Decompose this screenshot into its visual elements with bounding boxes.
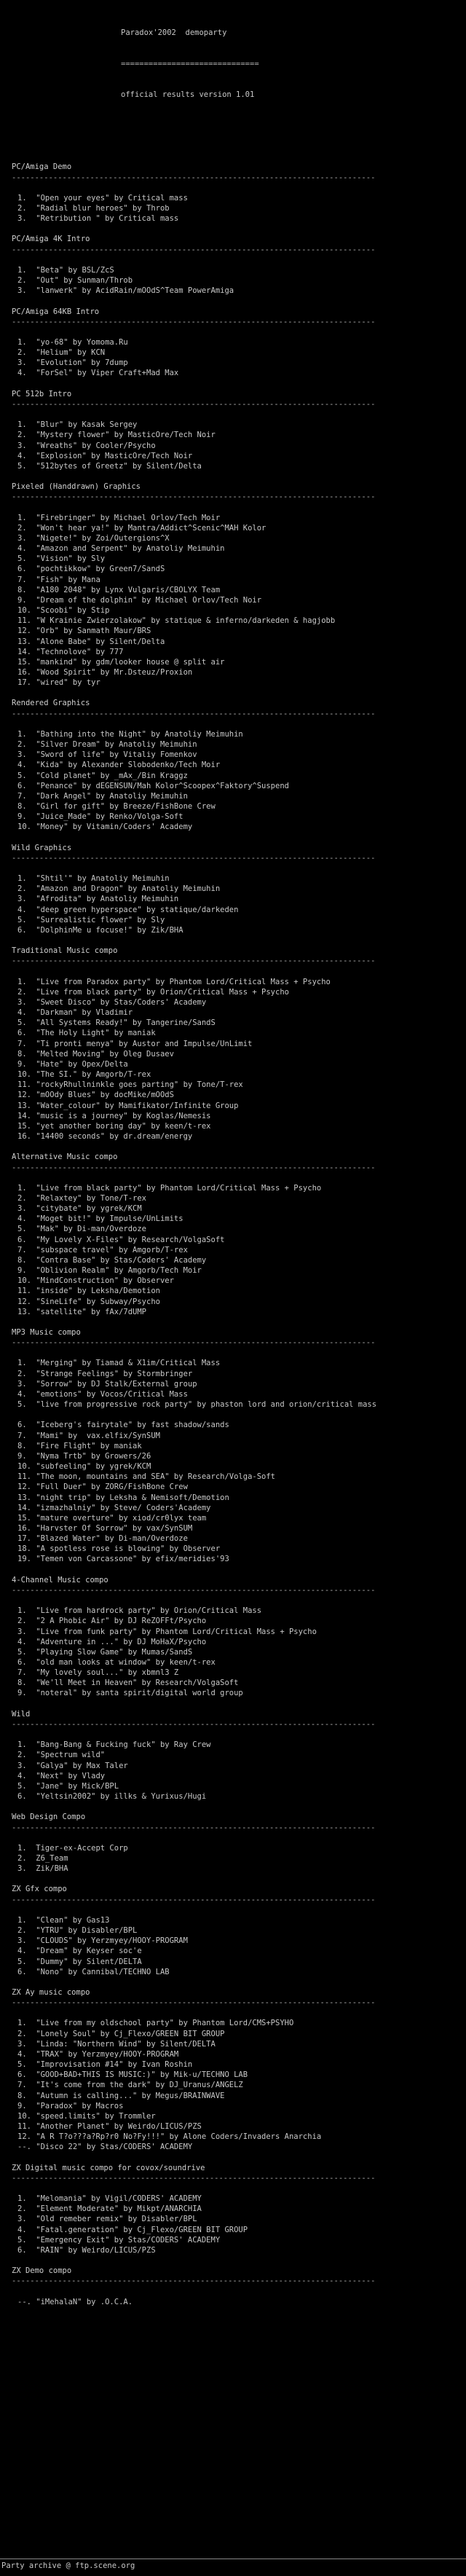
compo-divider: -------------------------------------------------------------------------------	[12, 853, 376, 863]
result-entry: 13. "Alone Babe" by Silent/Delta	[17, 637, 165, 646]
spacer	[12, 327, 466, 337]
compo-title: ZX Ay music compo	[12, 1988, 90, 1997]
spacer	[12, 2153, 466, 2163]
result-entry: 14. "music is a journey" by Koglas/Nemesis	[17, 1111, 211, 1120]
spacer	[12, 1729, 466, 1740]
compo-section	[12, 833, 466, 936]
result-entry: 1. "Live from hardrock party" by Orion/Critical Mass	[17, 1606, 262, 1616]
spacer	[12, 1699, 466, 1709]
spacer	[12, 833, 466, 843]
spacer	[12, 719, 466, 729]
result-entry: 16. "14400 seconds" by dr.dream/energy	[17, 1132, 193, 1142]
compo-section	[12, 1977, 466, 2153]
result-entry: 10. "MindConstruction" by Observer	[17, 1276, 174, 1286]
result-entry	[12, 1410, 466, 1420]
spacer	[12, 1142, 466, 1152]
result-entry: 5. "512bytes of Greetz" by Silent/Delta	[17, 461, 202, 471]
result-entry: 3. "citybate" by ygrek/KCM	[17, 1204, 142, 1214]
result-entry: 11. "W Krainie Zwierzolakow" by statique & inferno/darkeden & hagjobb	[17, 616, 336, 626]
result-entry: 2. "Radial blur heroes" by Throb	[17, 203, 170, 213]
result-entry: 2. "Amazon and Dragon" by Anatoliy Meimuhin	[17, 884, 221, 894]
compo-divider: -------------------------------------------------------------------------------	[12, 173, 376, 182]
result-entry: 1. "Firebringer" by Michael Orlov/Tech Moir	[17, 513, 221, 522]
result-entry: 4. "Fatal.generation" by Cj_Flexo/GREEN BIT GROUP	[17, 2225, 248, 2234]
spacer	[12, 255, 466, 265]
spacer	[12, 1565, 466, 1575]
result-entry: 6. "Iceberg's fairytale" by fast shadow/sands	[17, 1421, 229, 1430]
result-entry: 1. "Live from my oldschool party" by Phantom Lord/CMS+PSYHO	[17, 2019, 294, 2028]
compo-title: ZX Demo compo	[12, 2266, 72, 2276]
result-entry: 2. "Live from black party" by Orion/Critical Mass + Psycho	[17, 987, 289, 997]
result-entry: 10. "Money" by Vitamin/Coders' Academy	[17, 822, 193, 832]
result-entry: --. "Disco 22" by Stas/CODERS' ACADEMY	[17, 2143, 193, 2152]
spacer	[12, 688, 466, 698]
result-entry: 3. "Retribution " by Critical mass	[17, 214, 179, 224]
compo-title: Pixeled (Handdrawn) Graphics	[12, 482, 141, 492]
compo-title: PC/Amiga 4K Intro	[12, 235, 90, 244]
result-entry: 8. "A180 2048" by Lynx Vulgaris/CBOLYX Team	[17, 585, 221, 594]
result-entry: 4. "Darkman" by Vladimir	[17, 1008, 133, 1018]
result-entry: 18. "A spotless rose is blowing" by Observer	[17, 1544, 221, 1554]
result-entry: 5. "Vision" by Sly	[17, 554, 106, 564]
result-entry: 3. "lanwerk" by AcidRain/mOOdS^Team PowerAmiga	[17, 286, 234, 296]
compo-section	[12, 296, 466, 378]
result-entry: 13. "satellite" by fAx/7dUMP	[17, 1307, 147, 1316]
result-entry: 3. "Galya" by Max Taler	[17, 1761, 128, 1770]
result-entry: 19. "Temen von Carcassone" by efix/meridies'93	[17, 1555, 229, 1564]
spacer	[12, 1874, 466, 1884]
result-entry: 4. "Moget bit!" by Impulse/UnLimits	[17, 1214, 183, 1224]
compo-section	[12, 2153, 466, 2256]
result-entry: 3. "Live from funk party" by Phantom Lord/Critical Mass + Psycho	[17, 1627, 317, 1636]
result-entry: 1. "Live from black party" by Phantom Lord/Critical Mass + Psycho	[17, 1183, 322, 1193]
result-entry: 16. "Harvster Of Sorrow" by vax/SynSUM	[17, 1523, 193, 1533]
spacer	[12, 152, 466, 162]
result-entry: 4. "Amazon and Serpent" by Anatoliy Meimuhin	[17, 544, 225, 554]
compo-section	[12, 471, 466, 688]
result-entry: 2. "Silver Dream" by Anatoliy Meimuhin	[17, 740, 197, 750]
compo-title: ZX Gfx compo	[12, 1885, 67, 1894]
result-entry: 5. "Improvisation #14" by Ivan Roshin	[17, 2060, 193, 2070]
compo-section	[12, 1802, 466, 1874]
result-entry: 15. "mature overture" by xiod/cr0lyx team	[17, 1513, 207, 1523]
result-entry: 5. "Surrealistic flower" by Sly	[17, 915, 165, 924]
result-entry: 10. "Scoobi" by Stip	[17, 606, 110, 616]
result-entry: 2. "Element Moderate" by Mikpt/ANARCHIA	[17, 2204, 202, 2214]
result-entry: 6. "RAIN" by Weirdo/LICUS/PZS	[17, 2245, 156, 2255]
result-entry: 6. "My Lovely X-Files" by Research/VolgaSoft	[17, 1235, 225, 1244]
compo-divider: -------------------------------------------------------------------------------	[12, 709, 376, 718]
result-entry: 7. "subspace travel" by Amgorb/T-rex	[17, 1245, 188, 1254]
spacer	[12, 1348, 466, 1358]
result-entry: 4. "Adventure in ..." by DJ MoHaX/Psycho	[17, 1637, 207, 1646]
result-entry: 4. "Dream" by Keyser soc'e	[17, 1947, 142, 1956]
result-entry: 3. "Evolution" by 7dump	[17, 358, 128, 368]
result-entry: 6. "DolphinMe u focuse!" by Zik/BHA	[17, 925, 183, 935]
spacer	[12, 121, 466, 131]
result-entry: 7. "Mami" by vax.elfix/SynSUM	[17, 1431, 160, 1440]
compo-divider: -------------------------------------------------------------------------------	[12, 245, 376, 254]
result-entry: 5. "Mak" by Di-man/Overdoze	[17, 1225, 147, 1234]
result-entry: 9. "noteral" by santa spirit/digital world group	[17, 1689, 243, 1698]
result-entry: 2. "Relaxtey" by Tone/T-rex	[17, 1193, 147, 1203]
compo-divider: -------------------------------------------------------------------------------	[12, 1585, 376, 1595]
result-entry: 3. "Afrodita" by Anatoliy Meimuhin	[17, 895, 179, 904]
result-entry: 2. "2 A Phobic Air" by DJ ReZOFFt/Psycho	[17, 1617, 207, 1626]
compo-divider: -------------------------------------------------------------------------------	[12, 2173, 376, 2183]
compo-section	[12, 379, 466, 471]
result-entry: 9. "Dream of the dolphin" by Michael Orlov/Tech Noir	[17, 595, 262, 605]
compo-section	[12, 935, 466, 1142]
spacer	[12, 2008, 466, 2018]
result-entry: 1. "Melomania" by Vigil/CODERS' ACADEMY	[17, 2194, 202, 2204]
result-entry: 13. "Water_colour" by Mamifikator/Infinite Group	[17, 1101, 239, 1110]
result-entry: 4. "Next" by Vlady	[17, 1771, 106, 1780]
result-entry: 17. "wired" by tyr	[17, 678, 100, 688]
result-entry: --. "iMehalaN" by .O.C.A.	[17, 2297, 133, 2306]
spacer	[12, 935, 466, 946]
result-entry: 1. "Clean" by Gas13	[17, 1915, 110, 1925]
compo-divider: -------------------------------------------------------------------------------	[12, 1338, 376, 1348]
compo-title: Wild Graphics	[12, 843, 72, 852]
result-entry: 7. "Fish" by Mana	[17, 575, 100, 584]
result-entry: 9. "Oblivion Realm" by Amgorb/Tech Moir	[17, 1266, 202, 1276]
compo-divider: -------------------------------------------------------------------------------	[12, 1719, 376, 1729]
result-entry: 4. "Explosion" by MasticOre/Tech Noir	[17, 451, 193, 460]
result-entry: 8. "Girl for gift" by Breeze/FishBone Crew	[17, 802, 216, 812]
result-entry: 2. "Lonely Soul" by Cj_Flexo/GREEN BIT GROUP	[17, 2029, 225, 2038]
result-entry: 3. "Nigete!" by Zoi/Outergions^X	[17, 533, 170, 543]
spacer	[12, 2287, 466, 2297]
result-entry: 1. Tiger-ex-Accept Corp	[17, 1843, 128, 1853]
result-entry: 1. "Bathing into the Night" by Anatoliy Meimuhin	[17, 729, 243, 739]
spacer	[12, 409, 466, 420]
result-entry: 8. "Fire Flight" by maniak	[17, 1441, 142, 1450]
result-entry: 5. "Jane" by Mick/BPL	[17, 1781, 119, 1791]
result-entry: 7. "My lovely soul..." by xbmnl3 Z	[17, 1668, 179, 1678]
compo-section	[12, 2255, 466, 2307]
result-entry: 1. "Merging" by Tiamad & X1im/Critical Mass	[17, 1359, 221, 1368]
compo-section	[12, 1317, 466, 1565]
result-entry: 5. "Dummy" by Silent/DELTA	[17, 1957, 142, 1966]
compo-section	[12, 1142, 466, 1317]
result-entry: 9. "Juice_Made" by Renko/Volga-Soft	[17, 812, 183, 822]
spacer	[12, 1595, 466, 1606]
result-entry: 4. "deep green hyperspace" by statique/darkeden	[17, 905, 239, 914]
result-entry: 7. "Ti pronti menya" by Austor and Impulse/UnLimit	[17, 1039, 253, 1048]
result-entry: 2. "Won't hear ya!" by Mantra/Addict^Scenic^MAH Kolor	[17, 523, 266, 533]
result-entry: 3. "Linda: "Northern Wind" by Silent/DELTA	[17, 2039, 216, 2049]
compo-list	[12, 152, 466, 2307]
result-entry: 8. "We'll Meet in Heaven" by Research/VolgaSoft	[17, 1678, 239, 1688]
compo-title: 4-Channel Music compo	[12, 1575, 108, 1585]
compo-title: Rendered Graphics	[12, 699, 90, 708]
compo-divider: -------------------------------------------------------------------------------	[12, 1163, 376, 1172]
compo-section	[12, 1874, 466, 1977]
result-entry: 9. "Nyma Trtb" by Growers/26	[17, 1451, 151, 1461]
result-entry: 8. "Autumn is calling..." by Megus/BRAINWAVE	[17, 2091, 225, 2100]
result-entry: 14. "Technolove" by 777	[17, 647, 124, 656]
result-entry: 2. "Strange Feelings" by Stormbringer	[17, 1369, 193, 1378]
compo-divider: -------------------------------------------------------------------------------	[12, 957, 376, 966]
compo-divider: -------------------------------------------------------------------------------	[12, 317, 376, 326]
result-entry: 4. "TRAX" by Yerzmyey/HOOY-PROGRAM	[17, 2049, 179, 2059]
compo-title: PC 512b Intro	[12, 389, 72, 398]
result-entry: 11. "rockyRhullninkle goes parting" by Tone/T-rex	[17, 1080, 243, 1090]
result-entry: 6. "GOOD+BAD+THIS IS MUSIC:)" by Mik-u/TECHNO LAB	[17, 2070, 248, 2080]
result-entry: 5. "All Systems Ready!" by Tangerine/SandS	[17, 1018, 216, 1028]
party-title: Paradox'2002 demoparty	[121, 28, 227, 38]
result-entry: 9. "Hate" by Opex/Delta	[17, 1059, 128, 1069]
result-entry: 12. "mOOdy Blues" by docMike/mOOdS	[17, 1091, 174, 1100]
result-entry: 2. Z6_Team	[17, 1853, 68, 1863]
result-entry: 3. "Sword of life" by Vitaliy Fomenkov	[17, 750, 197, 760]
spacer	[12, 1905, 466, 1915]
result-entry: 1. "Live from Paradox party" by Phantom Lord/Critical Mass + Psycho	[17, 977, 331, 986]
result-entry: 2. "Helium" by KCN	[17, 348, 106, 358]
result-entry: 1. "Open your eyes" by Critical mass	[17, 193, 188, 203]
result-entry: 11. "The moon, mountains and SEA" by Research/Volga-Soft	[17, 1472, 276, 1482]
title-rule: ==============================	[121, 59, 259, 68]
result-entry: 6. "pochtikkow" by Green7/SandS	[17, 565, 165, 574]
spacer	[12, 1173, 466, 1183]
result-entry: 12. "SineLife" by Subway/Psycho	[17, 1297, 160, 1306]
compo-title: PC/Amiga Demo	[12, 162, 72, 172]
spacer	[12, 1977, 466, 1987]
result-entry: 1. "Beta" by BSL/ZcS	[17, 265, 114, 275]
compo-title: PC/Amiga 64KB Intro	[12, 307, 100, 316]
compo-title: MP3 Music compo	[12, 1328, 81, 1337]
spacer	[12, 503, 466, 513]
compo-title: Web Design Compo	[12, 1813, 86, 1822]
result-entry: 2. "YTRU" by Disabler/BPL	[17, 1926, 138, 1936]
compo-divider: -------------------------------------------------------------------------------	[12, 1823, 376, 1832]
result-entry: 12. "Orb" by Sanmath Maur/BRS	[17, 627, 151, 636]
result-entry: 11. "inside" by Leksha/Demotion	[17, 1287, 160, 1296]
result-entry: 3. "Sweet Disco" by Stas/Coders' Academy	[17, 998, 207, 1007]
result-entry: 15. "mankind" by gdm/looker house @ split air	[17, 657, 225, 667]
result-entry: 4. "Kida" by Alexander Slobodenko/Tech Moir	[17, 761, 221, 770]
compo-section	[12, 152, 466, 224]
result-entry: 6. "Nono" by Cannibal/TECHNO LAB	[17, 1967, 170, 1976]
result-entry: 4. "emotions" by Vocos/Critical Mass	[17, 1389, 188, 1399]
result-entry: 8. "Melted Moving" by Oleg Dusaev	[17, 1049, 174, 1059]
result-entry: 2. "Spectrum wild"	[17, 1751, 110, 1760]
result-entry: 16. "Wood Spirit" by Mr.Dsteuz/Proxion	[17, 668, 193, 677]
spacer	[12, 1317, 466, 1327]
compo-divider: -------------------------------------------------------------------------------	[12, 1895, 376, 1904]
result-entry: 6. "The Holy Light" by maniak	[17, 1029, 156, 1038]
result-entry: 12. "Full Duer" by ZORG/FishBone Crew	[17, 1483, 188, 1492]
result-entry: 3. "Old remeber remix" by Disabler/BPL	[17, 2215, 197, 2224]
result-entry: 5. "Playing Slow Game" by Mumas/SandS	[17, 1647, 193, 1657]
spacer	[12, 379, 466, 389]
compo-divider: -------------------------------------------------------------------------------	[12, 492, 376, 502]
result-entry: 14. "izmazhalniy" by Steve/ Coders'Academy	[17, 1503, 211, 1512]
result-entry: 7. "Dark Angel" by Anatoliy Meimuhin	[17, 791, 188, 801]
spacer	[12, 183, 466, 193]
spacer	[12, 1833, 466, 1843]
result-entry: 10. "subfeeling" by ygrek/KCM	[17, 1462, 151, 1472]
result-entry: 1. "Bang-Bang & Fucking fuck" by Ray Crew	[17, 1740, 211, 1750]
result-entry: 3. "Wreaths" by Cooler/Psycho	[17, 441, 156, 450]
result-entry: 11. "Another Planet" by Weirdo/LICUS/PZS	[17, 2122, 202, 2132]
result-entry: 4. "ForSel" by Viper Craft+Mad Max	[17, 369, 179, 378]
compo-divider: -------------------------------------------------------------------------------	[12, 399, 376, 409]
result-entry: 6. "Penance" by dEGENSUN/Mah Kolor^Scoopex^Faktory^Suspend	[17, 781, 289, 790]
spacer	[12, 1802, 466, 1812]
result-entry: 1. "yo-68" by Yomoma.Ru	[17, 338, 128, 347]
result-entry: 12. "A R T?o???a?Rp?r0 No?Fy!!!" by Alone Coders/Invaders Anarchia	[17, 2132, 322, 2142]
spacer	[12, 296, 466, 306]
result-entry: 5. "Emergency Exit" by Stas/CODERS' ACADEMY	[17, 2235, 221, 2245]
result-entry: 2. "Out" by Sunman/Throb	[17, 276, 133, 286]
spacer	[12, 2255, 466, 2266]
result-entry: 10. "speed.limits" by Trommler	[17, 2111, 156, 2121]
result-entry: 15. "yet another boring day" by keen/t-rex	[17, 1121, 211, 1131]
results-subtitle: official results version 1.01	[121, 90, 255, 100]
compo-title: ZX Digital music compo for covox/soundrive	[12, 2163, 205, 2172]
compo-divider: -------------------------------------------------------------------------------	[12, 1998, 376, 2008]
compo-title: Alternative Music compo	[12, 1152, 118, 1162]
result-entry: 2. "Mystery flower" by MasticOre/Tech Noir	[17, 431, 216, 440]
result-entry: 1. "Blur" by Kasak Sergey	[17, 420, 138, 430]
result-entry: 6. "Yeltsin2002" by illks & Yurixus/Hugi	[17, 1792, 207, 1802]
result-entry: 1. "Shtil'" by Anatoliy Meimuhin	[17, 874, 170, 884]
compo-section	[12, 1565, 466, 1699]
spacer	[12, 967, 466, 977]
compo-title: Traditional Music compo	[12, 946, 118, 956]
result-entry: 13. "night trip" by Leksha & Nemisoft/Demotion	[17, 1493, 229, 1502]
spacer	[12, 863, 466, 873]
result-entry: 3. "Sorrow" by DJ Stalk/External group	[17, 1379, 197, 1389]
compo-divider: -------------------------------------------------------------------------------	[12, 2277, 376, 2286]
result-entry: 8. "Contra Base" by Stas/Coders' Academy	[17, 1255, 207, 1265]
footer-text: Party archive @ ftp.scene.org	[1, 2561, 135, 2570]
result-entry: 10. "The SI." by Amgorb/T-rex	[17, 1070, 151, 1080]
spacer	[12, 224, 466, 234]
compo-title: Wild	[12, 1709, 31, 1719]
spacer	[12, 2183, 466, 2194]
spacer	[12, 471, 466, 482]
compo-section	[12, 1699, 466, 1802]
result-entry: 5. "Cold planet" by _mAx_/Bin Kraggz	[17, 771, 188, 780]
result-entry: 9. "Paradox" by Macros	[17, 2101, 124, 2110]
compo-section	[12, 224, 466, 296]
result-entry: 3. "CLOUDS" by Yerzmyey/HOOY-PROGRAM	[17, 1936, 188, 1946]
result-entry: 3. Zik/BHA	[17, 1864, 68, 1874]
result-entry: 7. "It's come from the dark" by DJ_Uranus/ANGELZ	[17, 2081, 243, 2090]
compo-section	[12, 688, 466, 832]
result-entry: 17. "Blazed Water" by Di-man/Overdoze	[17, 1534, 188, 1544]
result-entry: 5. "live from progressive rock party" by phaston lord and orion/critical mass	[17, 1400, 377, 1410]
result-entry: 6. "old man looks at window" by keen/t-rex	[17, 1658, 216, 1667]
